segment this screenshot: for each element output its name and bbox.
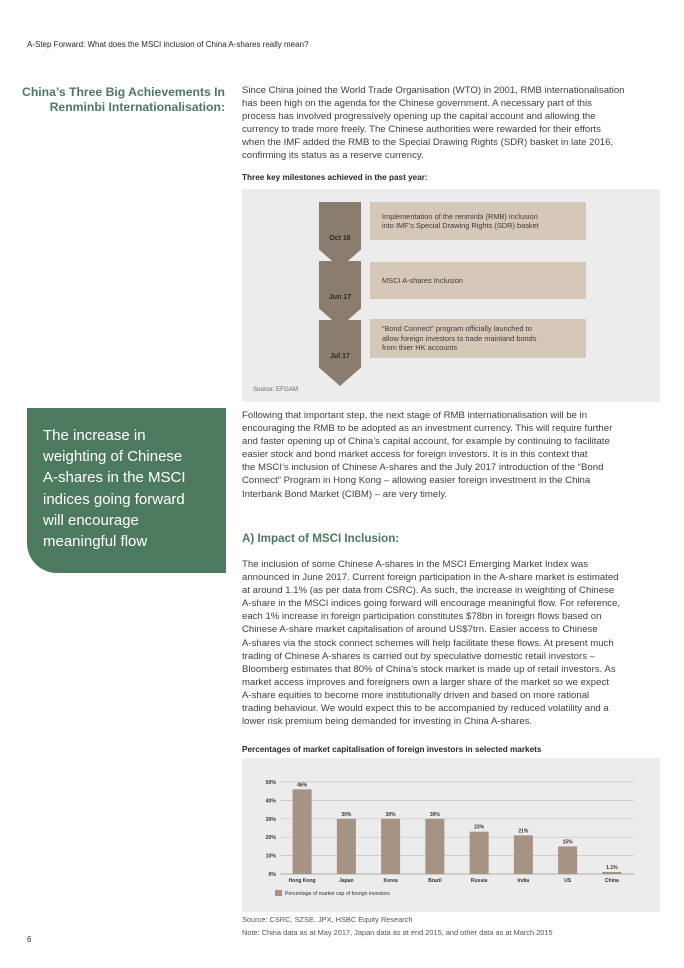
pull-quote <box>27 408 226 573</box>
running-header: A-Step Forward: What does the MSCI inclusion of China A-shares really mean? <box>27 40 309 49</box>
milestones-title: Three key milestones achieved in the past year: <box>242 173 428 182</box>
milestone-box <box>370 262 586 299</box>
pull-quote-text <box>43 425 215 552</box>
text-line: lower risk premium being demanded for investing in China A-shares. <box>242 716 533 728</box>
y-tick-label: 20% <box>265 835 276 842</box>
bar <box>381 819 400 874</box>
text-line: trading of Chinese A-shares is carried out by speculative domestic retail investors – <box>242 650 596 662</box>
bar-value-label: 30% <box>385 811 396 818</box>
text-line: when the IMF added the RMB to the Special Drawing Rights (SDR) basket in late 2016, <box>242 137 614 149</box>
milestone-text: allow foreign investors to trade mainland bonds <box>382 333 537 343</box>
x-tick-label: China <box>604 878 619 884</box>
quote-line: The increase in <box>43 427 146 444</box>
bar-chart <box>242 758 660 912</box>
text-line: at around 1.1% (as per data from CSRC). As such, the increase in weighting of Chinese <box>242 585 615 597</box>
milestone-text: Implementation of the renminbi (RMB) inclusion <box>382 211 538 221</box>
text-line: Since China joined the World Trade Organisation (WTO) in 2001, RMB internationalisation <box>242 85 625 96</box>
y-tick-label: 0% <box>268 872 276 878</box>
bar-value-label: 30% <box>429 811 440 818</box>
timeline-source: Source: EFGAM <box>253 386 299 393</box>
y-tick-label: 40% <box>265 798 276 805</box>
bar <box>558 846 577 874</box>
bar-value-label: 46% <box>297 782 308 789</box>
text-line: Following that important step, the next stage of RMB internationalisation will be in <box>242 410 588 421</box>
bar-value-label: 21% <box>518 828 529 835</box>
text-line: process has involved progressively opening up the capital account and allowing the <box>242 111 596 123</box>
bar-value-label: 23% <box>474 824 485 831</box>
legend-swatch <box>275 890 282 896</box>
x-tick-label: Russia <box>470 878 488 884</box>
impact-heading: A) Impact of MSCI Inclusion: <box>242 532 400 545</box>
milestone-text: MSCI A-shares Inclusion <box>382 275 463 285</box>
y-tick-label: 30% <box>265 816 276 823</box>
x-tick-label: Hong Kong <box>288 878 316 884</box>
bar-value-label: 30% <box>341 811 352 818</box>
y-tick-label: 10% <box>265 853 276 860</box>
bar <box>293 789 312 874</box>
bar-chart-panel <box>242 758 660 912</box>
text-line: and faster opening up of China’s capital account, for example by continuing to facilitate <box>242 436 610 448</box>
text-line: trading behaviour. We would expect this to be accompanied by reduced volatility and a <box>242 703 609 715</box>
text-line: Connect” Program in Hong Kong – allowing easier foreign investment in the China <box>242 475 591 487</box>
text-line: A-share equities to become more institutionally driven and based on more rational <box>242 689 590 701</box>
x-tick-label: Japan <box>339 878 354 884</box>
x-tick-label: Korea <box>383 878 398 884</box>
legend-label: Percentage of market cap of foreign investors <box>285 891 390 897</box>
quote-line: meaningful flow <box>43 533 148 551</box>
milestone-date: Jul 17 <box>330 353 350 360</box>
chart-source: Source: CSRC, SZSE, JPX, HSBC Equity Research <box>242 915 413 924</box>
text-line: the MSCI’s inclusion of Chinese A-shares and the July 2017 introduction of the “Bond <box>242 462 604 474</box>
page-number: 6 <box>27 935 32 944</box>
milestone-text: into IMF’s Special Drawing Rights (SDR) basket <box>382 221 539 230</box>
text-line: A-shares via the stock connect schemes will help facilitate these flows. At present much <box>242 637 614 649</box>
text-line: A-share in the MSCI indices going forward will encourage meaningful flow. For reference, <box>242 598 621 610</box>
intro-paragraph <box>242 84 660 163</box>
text-line: easier stock and bond market access for foreign investors. It is in this context that <box>242 449 588 461</box>
bar-value-label: 1.1% <box>606 864 618 871</box>
bar <box>602 872 621 874</box>
text-line: announced in June 2017. Current foreign participation in the A-share market is estimated <box>242 572 619 584</box>
quote-line: A-shares in the MSCI <box>43 469 186 487</box>
bar <box>425 819 444 874</box>
text-line: Interbank Bond Market (CIBM) – are very timely. <box>242 488 448 500</box>
bar <box>470 832 489 874</box>
section-heading: China’s Three Big Achievements In Renminbi Internationalisation: <box>22 85 225 114</box>
text-line: The inclusion of some Chinese A-shares in the MSCI Emerging Market Index was <box>242 559 589 570</box>
milestone-text: “Bond Connect” program officially launched to <box>382 324 532 334</box>
x-tick-label: Brazil <box>428 878 442 884</box>
milestone-box <box>370 319 586 358</box>
milestone-box <box>370 202 586 240</box>
chart-note: Note: China data as at May 2017, Japan data as at end 2015, and other data as at March 2015 <box>242 928 553 937</box>
chart-title: Percentages of market capitalisation of foreign investors in selected markets <box>242 745 542 754</box>
milestone-text: from thier HK accounts <box>382 343 458 353</box>
text-line: each 1% increase in foreign participation constitutes $78bn in foreign flows based on <box>242 611 602 623</box>
impact-paragraph <box>242 558 660 728</box>
bar-value-label: 15% <box>562 839 573 846</box>
text-line: currency to trade more freely. The Chinese authorities were rewarded for their efforts <box>242 124 601 136</box>
x-tick-label: India <box>517 878 530 884</box>
bar <box>337 819 356 874</box>
quote-line: weighting of Chinese <box>43 448 183 466</box>
milestone-date: Oct 16 <box>329 235 351 242</box>
bar <box>514 835 533 874</box>
text-line: Chinese A-share market capitalisation of around US$7trn. Easier access to Chinese <box>242 624 598 636</box>
quote-line: indices going forward <box>43 490 185 508</box>
x-tick-label: US <box>564 878 572 884</box>
milestones-timeline <box>242 189 660 402</box>
rmb-paragraph <box>242 409 660 501</box>
text-line: market access improves and foreigners own a larger share of the market so we expect <box>242 676 609 688</box>
text-line: has been high on the agenda for the Chinese government. A necessary part of this <box>242 98 592 110</box>
text-line: encouraging the RMB to be adopted as an investment currency. This will require further <box>242 423 613 435</box>
y-tick-label: 50% <box>265 780 276 786</box>
text-line: Bloomberg estimates that 80% of China’s stock market is made up of retail investors. As <box>242 663 616 675</box>
quote-line: will encourage <box>43 511 139 529</box>
text-line: confirming its status as a reserve currency. <box>242 150 424 162</box>
milestone-date: Jun 17 <box>328 294 352 301</box>
